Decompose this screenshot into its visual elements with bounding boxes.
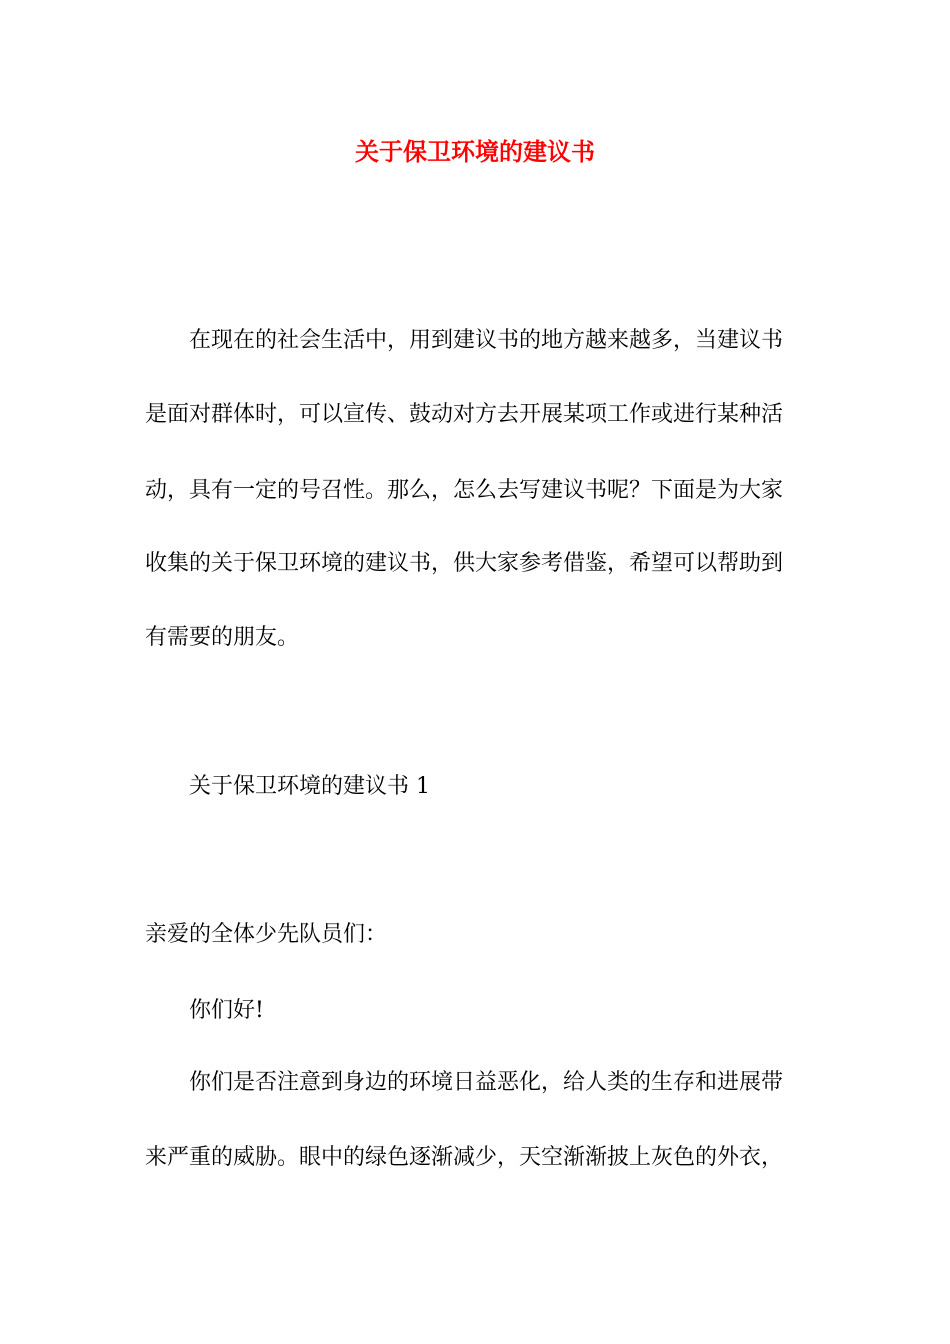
salutation: 亲爱的全体少先队员们： [145, 922, 388, 947]
body-line: 你们是否注意到身边的环境日益恶化，给人类的生存和进展带 [189, 1070, 784, 1095]
document-title: 关于保卫环境的建议书 [355, 137, 595, 166]
intro-line: 是面对群体时，可以宣传、鼓动对方去开展某项工作或进行某种活 [145, 402, 784, 427]
greeting: 你们好! [189, 998, 264, 1023]
intro-line: 在现在的社会生活中，用到建议书的地方越来越多，当建议书 [189, 328, 784, 353]
intro-line: 收集的关于保卫环境的建议书，供大家参考借鉴，希望可以帮助到 [145, 551, 784, 576]
intro-line: 动，具有一定的号召性。那么，怎么去写建议书呢？下面是为大家 [145, 478, 784, 503]
body-line: 来严重的威胁。眼中的绿色逐渐减少，天空渐渐披上灰色的外衣， [145, 1145, 784, 1170]
section-heading: 关于保卫环境的建议书 1 [189, 774, 430, 799]
intro-line: 有需要的朋友。 [145, 625, 300, 650]
